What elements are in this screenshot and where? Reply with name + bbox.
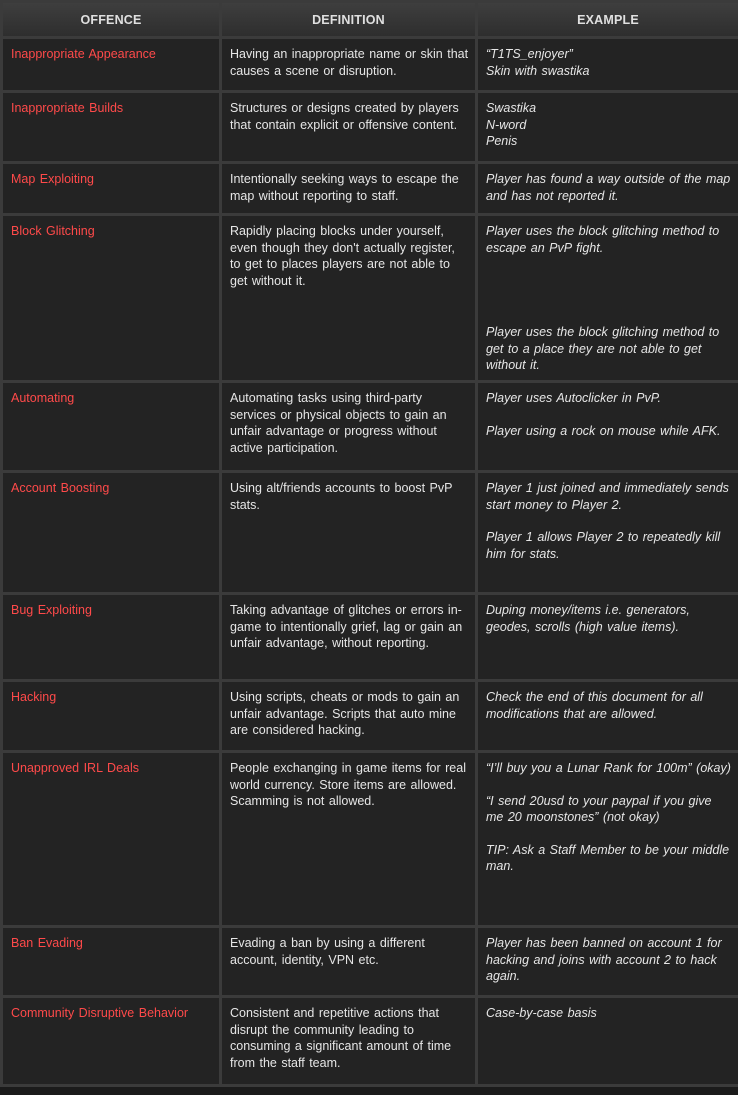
example-text: Penis: [486, 134, 518, 148]
definition-cell: Using scripts, cheats or mods to gain an unfair advantage. Scripts that auto mine are considered hacking.: [222, 682, 475, 750]
header-row: [3, 3, 738, 36]
example-text: TIP: Ask a Staff Member to be your middle man.: [486, 842, 730, 873]
table-row: [3, 39, 738, 90]
example-text: Skin with swastika: [486, 63, 590, 78]
example-cell: [478, 39, 738, 90]
example-cell: [478, 998, 738, 1084]
example-text: Duping money/items i.e. generators, geodes, scrolls (high value items).: [486, 603, 690, 634]
example-cell: [478, 473, 738, 592]
example-cell: [478, 928, 738, 995]
definition-cell: Consistent and repetitive actions that disrupt the community leading to consuming a significant amount of time from the staff team.: [222, 998, 475, 1084]
table-row: [3, 93, 738, 161]
example-cell: [478, 595, 738, 679]
example-cell: [478, 682, 738, 750]
definition-cell: Using alt/friends accounts to boost PvP stats.: [222, 473, 475, 592]
offence-cell: Ban Evading: [3, 928, 219, 995]
definition-cell: Structures or designs created by players that contain explicit or offensive content.: [222, 93, 475, 161]
table-row: [3, 216, 738, 380]
table-row: [3, 473, 738, 592]
offence-cell: Automating: [3, 383, 219, 470]
offence-cell: Community Disruptive Behavior: [3, 998, 219, 1084]
table-row: [3, 682, 738, 750]
example-text: Player uses the block glitching method to get to a place they are not able to get without it.: [486, 325, 720, 372]
offence-cell: Map Exploiting: [3, 164, 219, 213]
example-text: Player uses the block glitching method to escape an PvP fight.: [486, 224, 720, 255]
definition-cell: Rapidly placing blocks under yourself, even though they don't actually register, to get to places players are not able to get without it.: [222, 216, 475, 380]
definition-cell: Taking advantage of glitches or errors in-game to intentionally grief, lag or gain an unfair advantage, without reporting.: [222, 595, 475, 679]
offence-cell: Bug Exploiting: [3, 595, 219, 679]
header-example: EXAMPLE: [478, 3, 738, 36]
example-text: Swastika: [486, 101, 537, 115]
example-text: N-word: [486, 117, 527, 132]
example-text: “I send 20usd to your paypal if you give me 20 moonstones” (not okay): [486, 793, 712, 824]
offence-cell: Block Glitching: [3, 216, 219, 380]
example-text: Player has found a way outside of the map and has not reported it.: [486, 172, 731, 203]
header-definition: DEFINITION: [222, 3, 475, 36]
offence-cell: Account Boosting: [3, 473, 219, 592]
offence-cell: Inappropriate Builds: [3, 93, 219, 161]
example-text: Player using a rock on mouse while AFK.: [486, 423, 721, 438]
offence-cell: Hacking: [3, 682, 219, 750]
definition-cell: Having an inappropriate name or skin that causes a scene or disruption.: [222, 39, 475, 90]
table-row: [3, 998, 738, 1084]
example-cell: [478, 753, 738, 925]
example-text: Check the end of this document for all modifications that are allowed.: [486, 690, 703, 721]
example-text: “I’ll buy you a Lunar Rank for 100m” (okay): [486, 761, 731, 775]
definition-cell: People exchanging in game items for real world currency. Store items are allowed. Scamming is not allowed.: [222, 753, 475, 925]
example-cell: [478, 164, 738, 213]
definition-cell: Intentionally seeking ways to escape the map without reporting to staff.: [222, 164, 475, 213]
table-row: [3, 928, 738, 995]
example-cell: [478, 216, 738, 380]
definition-cell: Evading a ban by using a different account, identity, VPN etc.: [222, 928, 475, 995]
example-cell: [478, 383, 738, 470]
header-offence: OFFENCE: [3, 3, 219, 36]
offence-cell: Inappropriate Appearance: [3, 39, 219, 90]
example-text: Player has been banned on account 1 for hacking and joins with account 2 to hack again.: [486, 936, 722, 983]
table-row: [3, 383, 738, 470]
example-text: Case-by-case basis: [486, 1006, 597, 1020]
example-text: Player uses Autoclicker in PvP.: [486, 391, 661, 405]
table-row: [3, 164, 738, 213]
definition-cell: Automating tasks using third-party services or physical objects to gain an unfair advantage or progress without active participation.: [222, 383, 475, 470]
example-text: Player 1 just joined and immediately sends start money to Player 2.: [486, 481, 729, 512]
offence-cell: Unapproved IRL Deals: [3, 753, 219, 925]
table-row: [3, 753, 738, 925]
example-text: Player 1 allows Player 2 to repeatedly kill him for stats.: [486, 530, 721, 561]
example-cell: [478, 93, 738, 161]
example-text: “T1TS_enjoyer”: [486, 47, 573, 61]
table-row: [3, 595, 738, 679]
